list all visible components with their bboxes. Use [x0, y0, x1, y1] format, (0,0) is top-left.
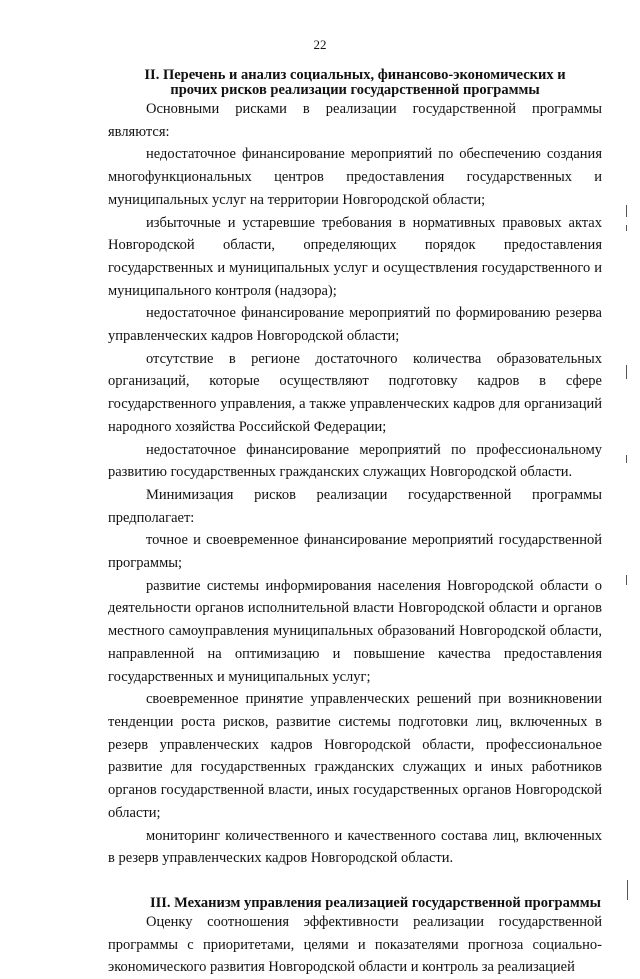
scan-artifact [627, 880, 628, 900]
scan-artifact [626, 225, 627, 231]
section-3-heading: III. Механизм управления реализацией государственной программы [150, 894, 601, 911]
paragraph: избыточные и устаревшие требования в нормативных правовых актах Новгородской области, определяющих порядок предоставления государственных и муниципальных услуг и осуществления государственного и муниципального контроля (надзора); [108, 214, 602, 299]
section-2-heading [108, 68, 602, 98]
section-2-heading-line-1: II. Перечень и анализ социальных, финансово-экономических и [144, 67, 566, 83]
paragraph: развитие системы информирования населения Новгородской области о деятельности органов исполнительной власти Новгородской области и органов местного самоуправления муниципальных образований Новгородской области, направленной на оптимизацию и повышение качества предоставления государственных и муниципальных услуг; [108, 577, 602, 685]
paragraph: мониторинг количественного и качественного состава лиц, включенных в резерв управленческих кадров Новгородской области. [108, 827, 602, 867]
paragraph: Основными рисками в реализации государственной программы являются: [108, 101, 602, 140]
scan-artifact [626, 205, 627, 217]
scan-artifact [626, 365, 627, 379]
page-number: 22 [313, 37, 327, 52]
section-2-heading-line-2: прочих рисков реализации государственной программы [170, 82, 540, 98]
section-3 [108, 896, 602, 979]
paragraph: недостаточное финансирование мероприятий по обеспечению создания многофункциональных центров предоставления государственных и муниципальных услуг на территории Новгородской области; [108, 146, 602, 208]
paragraph: недостаточное финансирование мероприятий по профессиональному развитию государственных гражданских служащих Новгородской области. [108, 441, 602, 481]
paragraph: недостаточное финансирование мероприятий по формированию резерва управленческих кадров Новгородской области; [108, 305, 602, 345]
page-content [108, 68, 602, 979]
paragraph: Оценку соотношения эффективности реализации государственной программы с приоритетами, целями и показателями прогноза социально-экономического развития Новгородской области и контроль за реализацией [108, 913, 602, 976]
section-2 [108, 68, 602, 870]
paragraph: своевременное принятие управленческих решений при возникновении тенденции роста рисков, развитие системы подготовки лиц, включенных в резерв управленческих кадров Новгородской области, профессиональное развитие для государственных гражданских служащих и иных работников органов государственной власти, иных государственных органов Новгородской области; [108, 691, 602, 821]
scan-artifact [626, 455, 627, 463]
paragraph: отсутствие в регионе достаточного количества образовательных организаций, которые осуществляют подготовку кадров в сфере государственного управления, а также управленческих кадров для организаций народного хозяйства Российской Федерации; [108, 350, 602, 435]
scan-artifact [626, 575, 627, 585]
paragraph: Минимизация рисков реализации государственной программы предполагает: [108, 486, 602, 526]
paragraph: точное и своевременное финансирование мероприятий государственной программы; [108, 532, 602, 572]
